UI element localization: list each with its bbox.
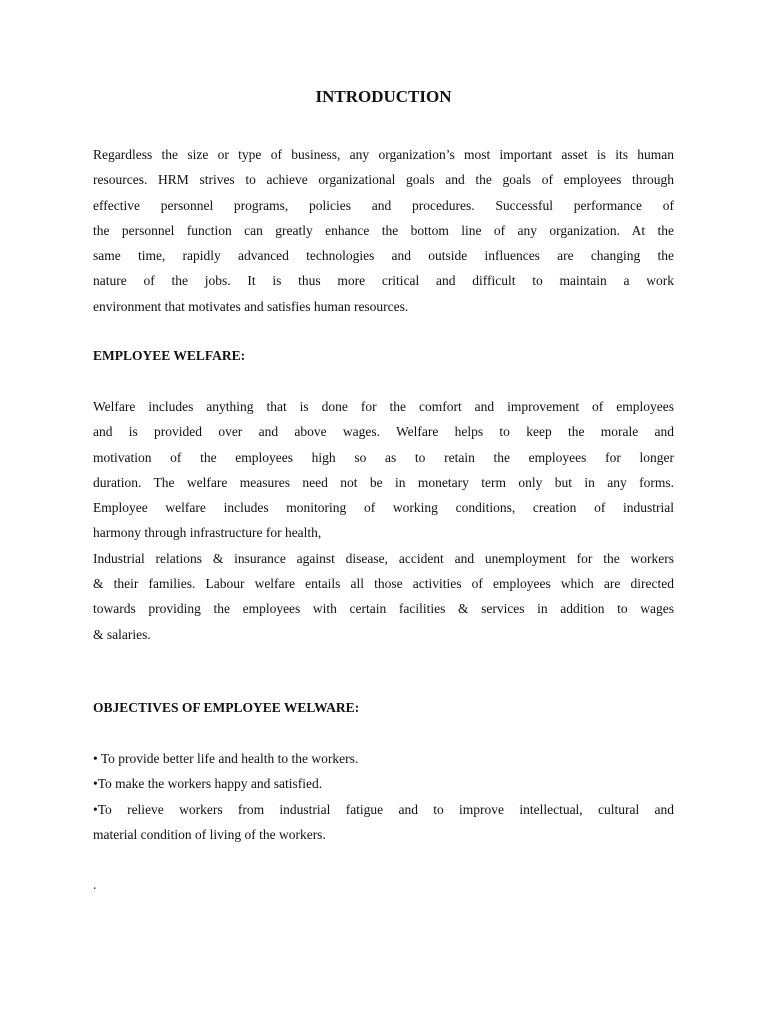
objectives-heading: OBJECTIVES OF EMPLOYEE WELWARE: xyxy=(93,700,360,715)
paragraph-line: Welfare includes anything that is done for the comfort and improvement of employees xyxy=(93,399,674,414)
paragraph-line: harmony through infrastructure for health, xyxy=(93,525,322,541)
list-item: •To make the workers happy and satisfied. xyxy=(93,776,323,792)
objectives-list xyxy=(93,746,674,847)
paragraph-line: nature of the jobs. It is thus more critical and difficult to maintain a work xyxy=(93,273,674,289)
paragraph-line: environment that motivates and satisfies human resources. xyxy=(93,298,409,314)
list-item: • To provide better life and health to the workers. xyxy=(93,751,359,766)
list-item: •To relieve workers from industrial fatigue and to improve intellectual, cultural and xyxy=(93,801,674,817)
welfare-paragraph xyxy=(93,394,674,647)
paragraph-line: and is provided over and above wages. Welfare helps to keep the morale and xyxy=(93,424,674,440)
paragraph-line: Regardless the size or type of business, any organization’s most important asset is its human xyxy=(93,147,674,162)
paragraph-line: duration. The welfare measures need not be in monetary term only but in any forms. xyxy=(93,474,674,490)
trailing-period: . xyxy=(93,877,97,892)
paragraph-line: resources. HRM strives to achieve organizational goals and the goals of employees through xyxy=(93,172,674,188)
paragraph-line: & salaries. xyxy=(93,626,151,642)
paragraph-line: motivation of the employees high so as to retain the employees for longer xyxy=(93,449,674,465)
page-title: INTRODUCTION xyxy=(315,87,452,106)
paragraph-line: towards providing the employees with certain facilities & services in addition to wages xyxy=(93,601,674,617)
intro-paragraph xyxy=(93,142,674,319)
employee-welfare-heading: EMPLOYEE WELFARE: xyxy=(93,348,246,363)
paragraph-line: Industrial relations & insurance against disease, accident and unemployment for the workers xyxy=(93,550,674,566)
document-page xyxy=(93,0,674,1024)
paragraph-line: effective personnel programs, policies and procedures. Successful performance of xyxy=(93,197,674,213)
paragraph-line: same time, rapidly advanced technologies and outside influences are changing the xyxy=(93,248,674,264)
paragraph-line: Employee welfare includes monitoring of working conditions, creation of industrial xyxy=(93,500,674,516)
list-item-continuation: material condition of living of the workers. xyxy=(93,826,326,842)
paragraph-line: & their families. Labour welfare entails all those activities of employees which are directed xyxy=(93,576,674,592)
paragraph-line: the personnel function can greatly enhance the bottom line of any organization. At the xyxy=(93,222,674,238)
